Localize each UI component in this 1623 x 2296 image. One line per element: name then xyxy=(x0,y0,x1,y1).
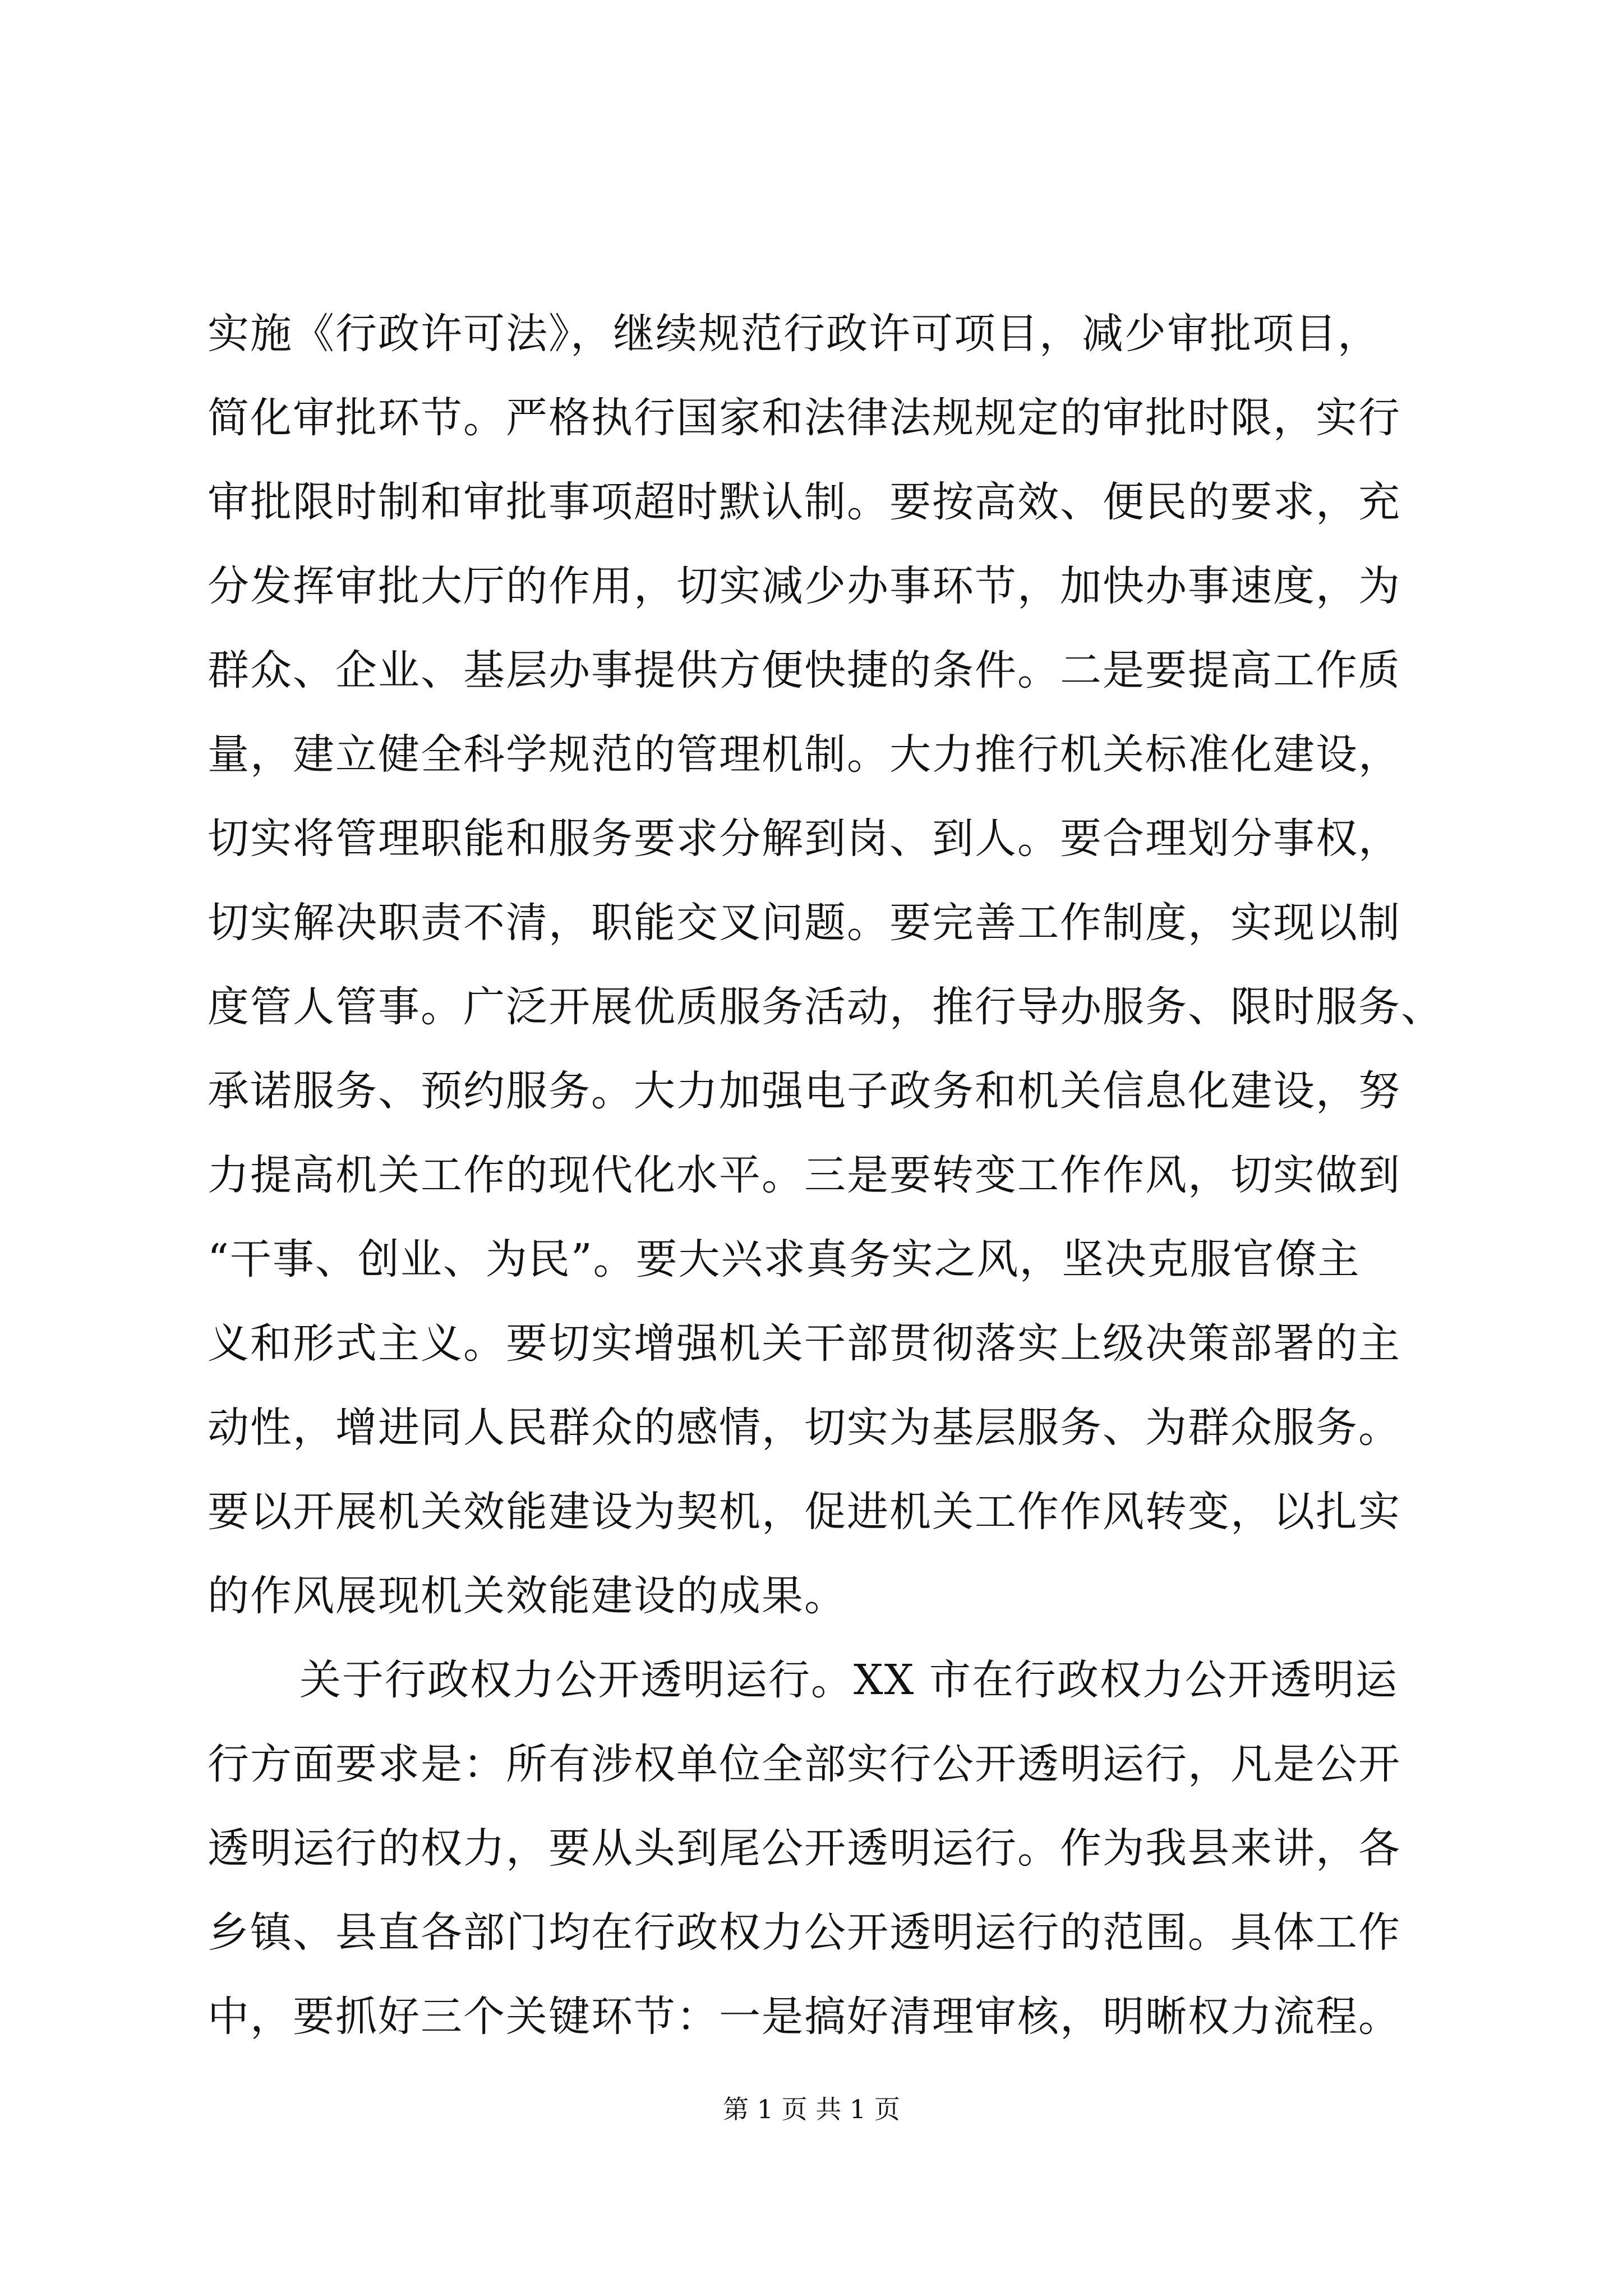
text-line: 中，要抓好三个关键环节：一是搞好清理审核，明晰权力流程。 xyxy=(208,1993,1401,2041)
text-line: 度管人管事。广泛开展优质服务活动，推行导办服务、限时服务、 xyxy=(208,983,1444,1031)
text-line: 切实将管理职能和服务要求分解到岗、到人。要合理划分事权， xyxy=(208,815,1401,863)
text-line: 群众、企业、基层办事提供方便快捷的条件。二是要提高工作质 xyxy=(208,646,1401,694)
text-line: 义和形式主义。要切实增强机关干部贯彻落实上级决策部署的主 xyxy=(208,1319,1401,1368)
text-line: 动性，增进同人民群众的感情，切实为基层服务、为群众服务。 xyxy=(208,1404,1401,1452)
text-line: 量，建立健全科学规范的管理机制。大力推行机关标准化建设， xyxy=(208,730,1401,779)
text-line: 分发挥审批大厅的作用，切实减少办事环节，加快办事速度，为 xyxy=(208,562,1401,610)
page-footer: 第 1 页 共 1 页 xyxy=(723,2094,900,2124)
paragraph-first-line: 关于行政权力公开透明运行。XX 市在行政权力公开透明运 xyxy=(299,1656,1398,1704)
text-line: 审批限时制和审批事项超时默认制。要按高效、便民的要求，充 xyxy=(208,478,1401,526)
text-line: 透明运行的权力，要从头到尾公开透明运行。作为我县来讲，各 xyxy=(208,1824,1401,1872)
text-line: 行方面要求是：所有涉权单位全部实行公开透明运行，凡是公开 xyxy=(208,1740,1401,1788)
document-body xyxy=(208,292,1444,2059)
text-line: 要以开展机关效能建设为契机，促进机关工作作风转变，以扎实 xyxy=(208,1488,1401,1536)
text-line: 简化审批环节。严格执行国家和法律法规规定的审批时限，实行 xyxy=(208,394,1401,442)
text-line: “干事、创业、为民”。要大兴求真务实之风，坚决克服官僚主 xyxy=(208,1235,1361,1283)
text-line: 实施《行政许可法》，继续规范行政许可项目，减少审批项目， xyxy=(208,310,1380,358)
text-line: 切实解决职责不清，职能交叉问题。要完善工作制度，实现以制 xyxy=(208,899,1401,947)
text-line: 力提高机关工作的现代化水平。三是要转变工作作风，切实做到 xyxy=(208,1151,1401,1199)
text-line: 承诺服务、预约服务。大力加强电子政务和机关信息化建设，努 xyxy=(208,1067,1401,1115)
text-line: 的作风展现机关效能建设的成果。 xyxy=(208,1572,847,1620)
text-line: 乡镇、县直各部门均在行政权力公开透明运行的范围。具体工作 xyxy=(208,1908,1401,1957)
